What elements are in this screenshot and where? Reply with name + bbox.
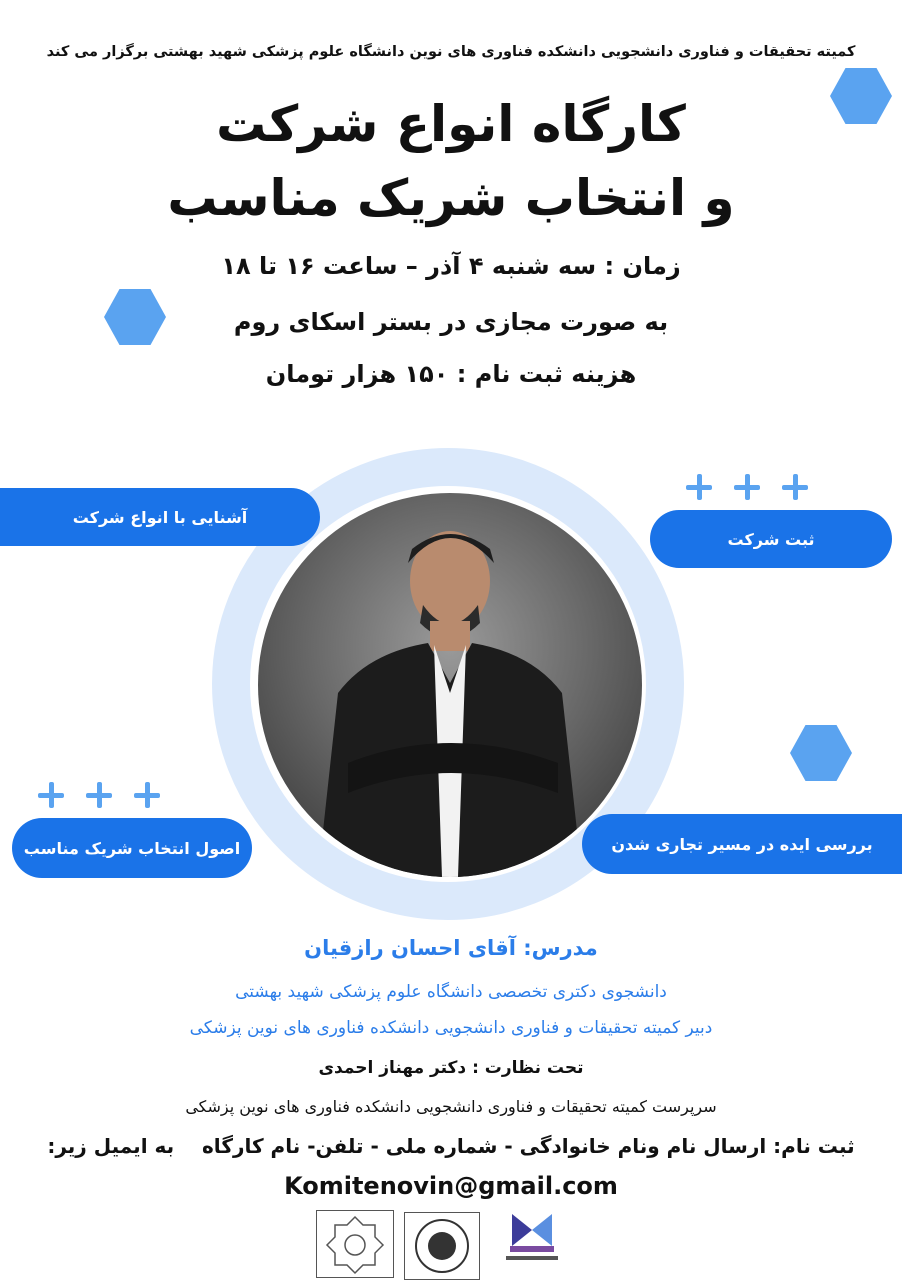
faculty-seal-logo: [404, 1212, 480, 1280]
plus-decoration-bottom-left: [38, 782, 160, 808]
supervisor-role: سرپرست کمیته تحقیقات و فناوری دانشجویی دانشکده فناوری های نوین پزشکی: [185, 1097, 717, 1116]
event-time: زمان : سه شنبه ۴ آذر – ساعت ۱۶ تا ۱۸: [221, 252, 681, 280]
plus-icon: [782, 474, 808, 500]
event-mode: به صورت مجازی در بستر اسکای روم: [233, 308, 669, 336]
registration-fee: هزینه ثبت نام : ۱۵۰ هزار تومان: [265, 360, 637, 388]
university-logo: [316, 1210, 394, 1278]
topic-partner-principles: [12, 818, 252, 878]
topic-idea-commercialization: [582, 814, 902, 874]
plus-icon: [134, 782, 160, 808]
instructor-photo: [258, 493, 642, 877]
topic-label: آشنایی با انواع شرکت: [72, 507, 248, 527]
topic-label: ثبت شرکت: [727, 529, 815, 549]
workshop-title-line2: و انتخاب شریک مناسب: [167, 169, 735, 227]
plus-icon: [86, 782, 112, 808]
topic-intro-company-types: [0, 488, 320, 546]
instructor-position: دبیر کمیته تحقیقات و فناوری دانشجویی دانشکده فناوری های نوین پزشکی: [189, 1018, 713, 1038]
plus-icon: [734, 474, 760, 500]
research-committee-logo: [492, 1206, 572, 1278]
person-silhouette: [258, 493, 642, 877]
workshop-title-line1: کارگاه انواع شرکت: [216, 95, 686, 153]
registration-email[interactable]: Komitenovin@gmail.com: [284, 1172, 618, 1200]
organizer-line: کمیته تحقیقات و فناوری دانشجویی دانشکده فناوری های نوین دانشگاه علوم پزشکی شهید بهشتی برگزار می کند: [46, 44, 856, 60]
supervisor-name: تحت نظارت : دکتر مهناز احمدی: [318, 1058, 584, 1078]
topic-company-registration: [650, 510, 892, 568]
topic-label: اصول انتخاب شریک مناسب: [23, 838, 241, 858]
instructor-degree: دانشجوی دکتری تخصصی دانشگاه علوم پزشکی شهید بهشتی: [235, 982, 667, 1002]
registration-instructions: ثبت نام: ارسال نام ونام خانوادگی - شماره ملی - تلفن- نام کارگاه به ایمیل زیر:: [47, 1134, 855, 1158]
instructor-name: مدرس: آقای احسان رازقیان: [304, 936, 598, 960]
hexagon-decoration-right: [790, 725, 852, 781]
plus-icon: [38, 782, 64, 808]
topic-label: بررسی ایده در مسیر تجاری شدن: [611, 834, 873, 854]
plus-icon: [686, 474, 712, 500]
plus-decoration-top-right: [686, 474, 808, 500]
